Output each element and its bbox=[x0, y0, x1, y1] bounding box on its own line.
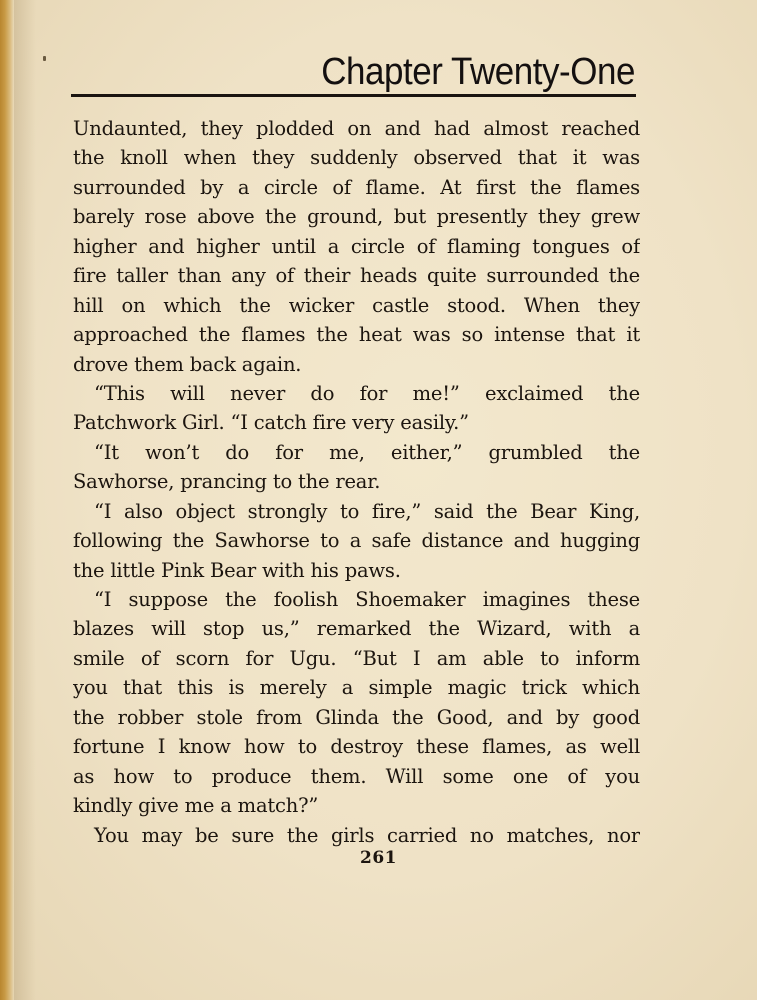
chapter-title: Chapter Twenty-One bbox=[321, 51, 635, 93]
text-line: Undaunted, they plodded on and had almost reached bbox=[73, 117, 640, 140]
text-line: fire taller than any of their heads quite surrounded the bbox=[73, 264, 640, 288]
text-line: the robber stole from Glinda the Good, and by good bbox=[73, 705, 640, 729]
body-text bbox=[73, 114, 640, 850]
text-line: “It won’t do for me, either,” grumbled the bbox=[94, 440, 640, 464]
text-line: barely rose above the ground, but presently they grew bbox=[73, 205, 640, 229]
paper-speck bbox=[43, 56, 46, 61]
text-line: hill on which the wicker castle stood. When they bbox=[73, 293, 640, 317]
text-line: “This will never do for me!” exclaimed the bbox=[94, 381, 640, 405]
text-line: “I suppose the foolish Shoemaker imagines these bbox=[94, 588, 640, 611]
text-line: approached the flames the heat was so intense that it bbox=[73, 323, 640, 347]
text-line: smile of scorn for Ugu. “But I am able to inform bbox=[73, 646, 640, 670]
text-line: the knoll when they suddenly observed that it was bbox=[73, 146, 640, 170]
text-line: as how to produce them. Will some one of you bbox=[73, 764, 640, 788]
text-line: Sawhorse, prancing to the rear. bbox=[73, 470, 381, 494]
text-line: kindly give me a match?” bbox=[73, 794, 319, 818]
text-line: You may be sure the girls carried no matches, nor bbox=[94, 823, 640, 847]
text-line: the little Pink Bear with his paws. bbox=[73, 558, 401, 582]
text-line: surrounded by a circle of flame. At first the flames bbox=[73, 175, 640, 199]
text-line: drove them back again. bbox=[73, 352, 302, 376]
page-number: 261 bbox=[360, 848, 397, 868]
text-line: you that this is merely a simple magic trick which bbox=[73, 676, 640, 700]
text-line: following the Sawhorse to a safe distance and hugging bbox=[73, 529, 640, 553]
text-line: fortune I know how to destroy these flames, as well bbox=[73, 735, 640, 759]
chapter-title-rule bbox=[71, 94, 636, 97]
text-line: higher and higher until a circle of flaming tongues of bbox=[73, 234, 640, 258]
text-line: blazes will stop us,” remarked the Wizard, with a bbox=[73, 617, 640, 641]
text-line: “I also object strongly to fire,” said the Bear King, bbox=[94, 499, 640, 523]
text-line: Patchwork Girl. “I catch fire very easily.” bbox=[73, 411, 469, 435]
